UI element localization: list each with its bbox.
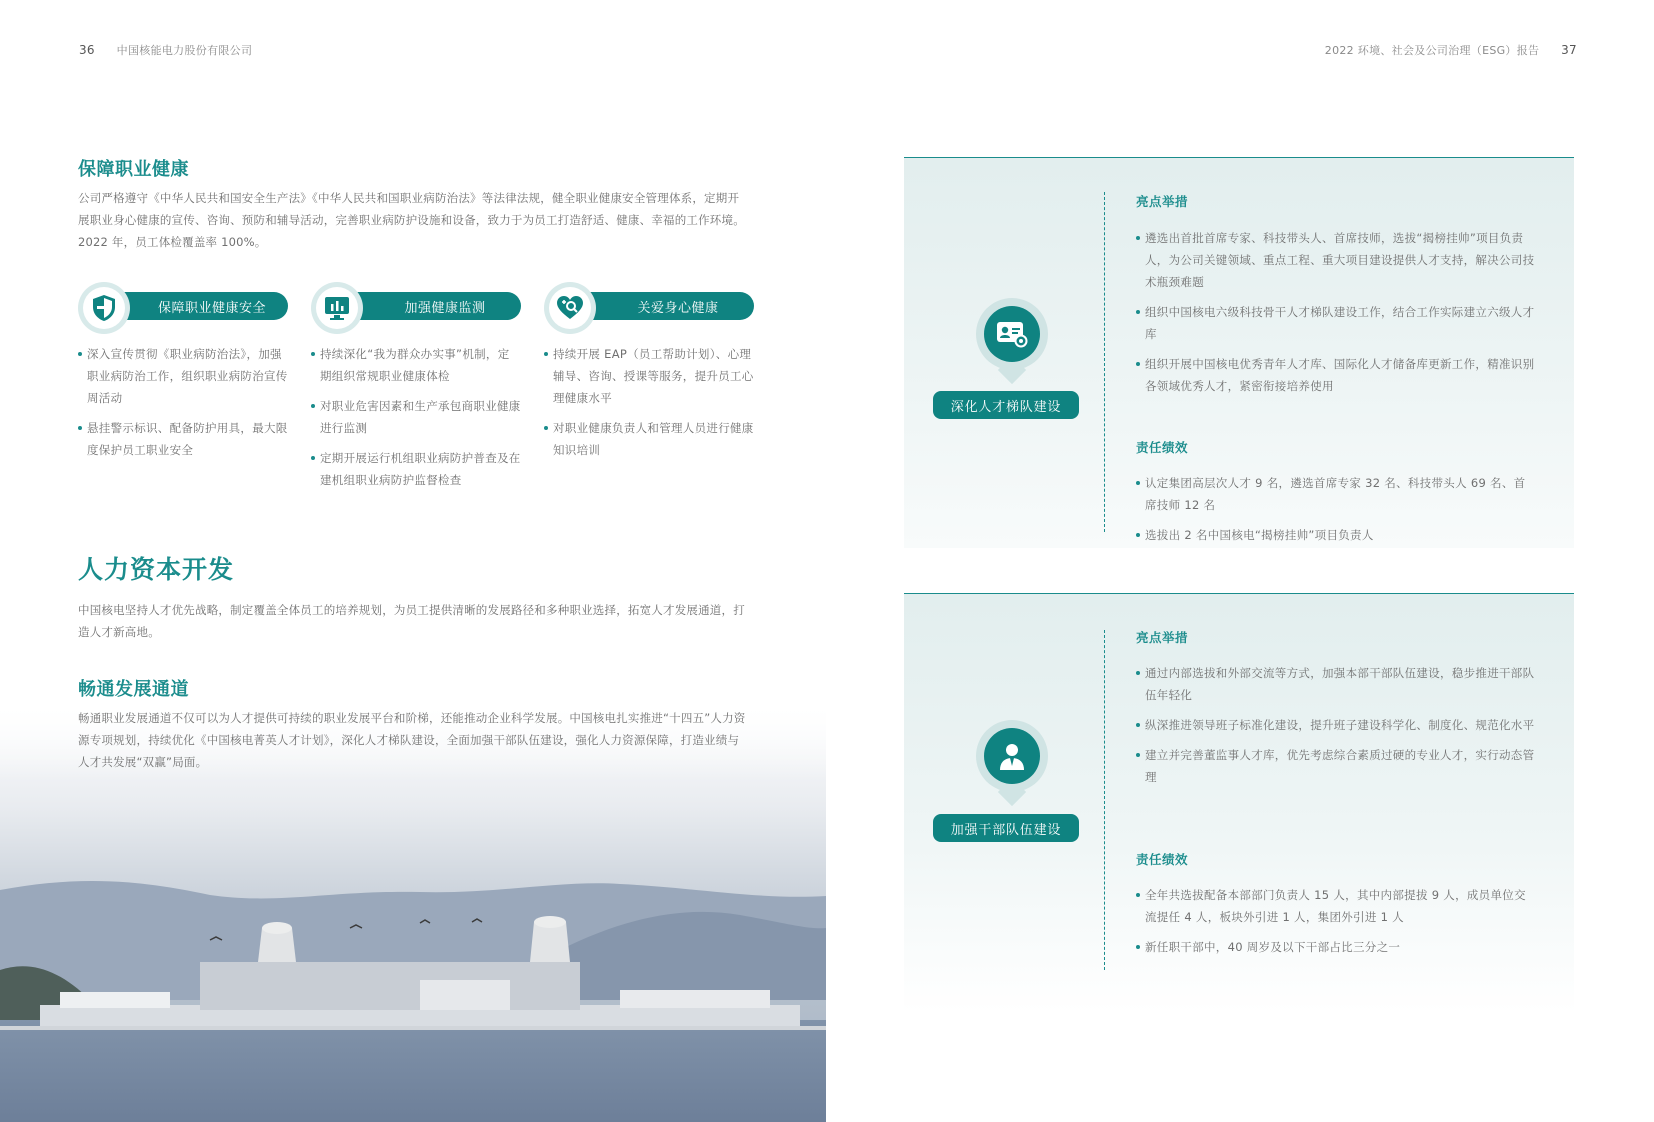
health-intro: 公司严格遵守《中华人民共和国安全生产法》《中华人民共和国职业病防治法》等法律法规，健全职业健康安全管理体系，定期开展职业身心健康的宣传、咨询、预防和辅导活动，完善职业病防护设施和设备，致力于为员工打造舒适、健康、幸福的工作环境。2022 年，员工体检覆盖率 100%。 <box>78 191 745 249</box>
list-item: 持续开展 EAP（员工帮助计划）、心理辅导、咨询、授课等服务，提升员工心理健康水平 <box>544 343 754 409</box>
highlights-title: 亮点举措 <box>1136 194 1189 209</box>
monitor-chart-icon <box>316 287 358 329</box>
dashed-divider <box>1104 192 1105 532</box>
dashed-divider <box>1104 630 1105 970</box>
cadre-results-list <box>1136 884 1536 966</box>
cadre-highlights-list <box>1136 662 1536 796</box>
talent-badge <box>976 298 1048 388</box>
results-title: 责任绩效 <box>1136 440 1189 455</box>
list-item: 建立并完善董监事人才库，优先考虑综合素质过硬的专业人才，实行动态管理 <box>1136 744 1536 788</box>
list-item: 认定集团高层次人才 9 名，遴选首席专家 32 名、科技带头人 69 名、首席技师 12 名 <box>1136 472 1536 516</box>
list-item: 选拔出 2 名中国核电“揭榜挂帅”项目负责人 <box>1136 524 1536 546</box>
list-item: 对职业健康负责人和管理人员进行健康知识培训 <box>544 417 754 461</box>
hr-intro: 中国核电坚持人才优先战略，制定覆盖全体员工的培养规划，为员工提供清晰的发展路径和多种职业选择，拓宽人才发展通道，打造人才新高地。 <box>78 603 745 639</box>
right-page-header <box>1325 42 1577 58</box>
talent-results-list <box>1136 472 1536 554</box>
list-item: 悬挂警示标识、配备防护用具，最大限度保护员工职业安全 <box>78 417 288 461</box>
cadre-tag: 加强干部队伍建设 <box>933 814 1079 842</box>
health-safety-list <box>78 343 288 469</box>
list-item: 对职业危害因素和生产承包商职业健康进行监测 <box>311 395 521 439</box>
list-item: 深入宣传贯彻《职业病防治法》，加强职业病防治工作，组织职业病防治宣传周活动 <box>78 343 288 409</box>
health-pill-label: 保障职业健康安全 <box>100 292 288 320</box>
health-pill-monitoring <box>311 282 521 332</box>
talent-echelon-panel <box>904 157 1574 548</box>
heart-search-icon <box>549 287 591 329</box>
health-pill-label: 加强健康监测 <box>333 292 521 320</box>
report-title: 2022 环境、社会及公司治理（ESG）报告 <box>1324 44 1540 57</box>
channel-text: 畅通职业发展通道不仅可以为人才提供可持续的职业发展平台和阶梯，还能推动企业科学发展。中国核电扎实推进“十四五”人力资源专项规划，持续优化《中国核电菁英人才计划》，深化人才梯队建设，全面加强干部队伍建设，强化人力资源保障，打造业绩与人才共发展“双赢”局面。 <box>78 711 746 769</box>
cadre-badge <box>976 720 1048 810</box>
list-item: 组织开展中国核电优秀青年人才库、国际化人才储备库更新工作，精准识别各领域优秀人才，紧密衔接培养使用 <box>1136 353 1536 397</box>
list-item: 新任职干部中，40 周岁及以下干部占比三分之一 <box>1136 936 1536 958</box>
right-page-number: 37 <box>1561 43 1577 57</box>
list-item: 组织中国核电六级科技骨干人才梯队建设工作，结合工作实际建立六级人才库 <box>1136 301 1536 345</box>
manager-icon <box>984 728 1040 784</box>
health-care-list <box>544 343 754 469</box>
highlights-title: 亮点举措 <box>1136 630 1189 645</box>
cadre-team-panel <box>904 593 1574 1013</box>
list-item: 纵深推进领导班子标准化建设，提升班子建设科学化、制度化、规范化水平 <box>1136 714 1536 736</box>
left-page-header <box>79 42 252 58</box>
health-monitoring-list <box>311 343 521 499</box>
shield-icon <box>83 287 125 329</box>
id-card-gear-icon <box>984 306 1040 362</box>
list-item: 定期开展运行机组职业病防护普查及在建机组职业病防护监督检查 <box>311 447 521 491</box>
list-item: 通过内部选拔和外部交流等方式，加强本部干部队伍建设，稳步推进干部队伍年轻化 <box>1136 662 1536 706</box>
list-item: 遴选出首批首席专家、科技带头人、首席技师，选拔“揭榜挂帅”项目负责人，为公司关键领域、重点工程、重大项目建设提供人才支持，解决公司技术瓶颈难题 <box>1136 227 1536 293</box>
list-item: 持续深化“我为群众办实事”机制，定期组织常规职业健康体检 <box>311 343 521 387</box>
talent-tag: 深化人才梯队建设 <box>933 391 1079 419</box>
left-page-number: 36 <box>79 43 95 57</box>
talent-highlights-list <box>1136 227 1536 405</box>
list-item: 全年共选拔配备本部部门负责人 15 人，其中内部提拔 9 人，成员单位交流提任 4 人，板块外引进 1 人，集团外引进 1 人 <box>1136 884 1536 928</box>
health-pill-safety <box>78 282 288 332</box>
hr-section-title: 人力资本开发 <box>78 555 235 584</box>
health-pill-label: 关爱身心健康 <box>566 292 754 320</box>
health-section-title: 保障职业健康 <box>78 159 189 180</box>
company-name: 中国核能电力股份有限公司 <box>116 44 253 57</box>
channel-title: 畅通发展通道 <box>78 679 189 700</box>
results-title: 责任绩效 <box>1136 852 1189 867</box>
health-pill-care <box>544 282 754 332</box>
